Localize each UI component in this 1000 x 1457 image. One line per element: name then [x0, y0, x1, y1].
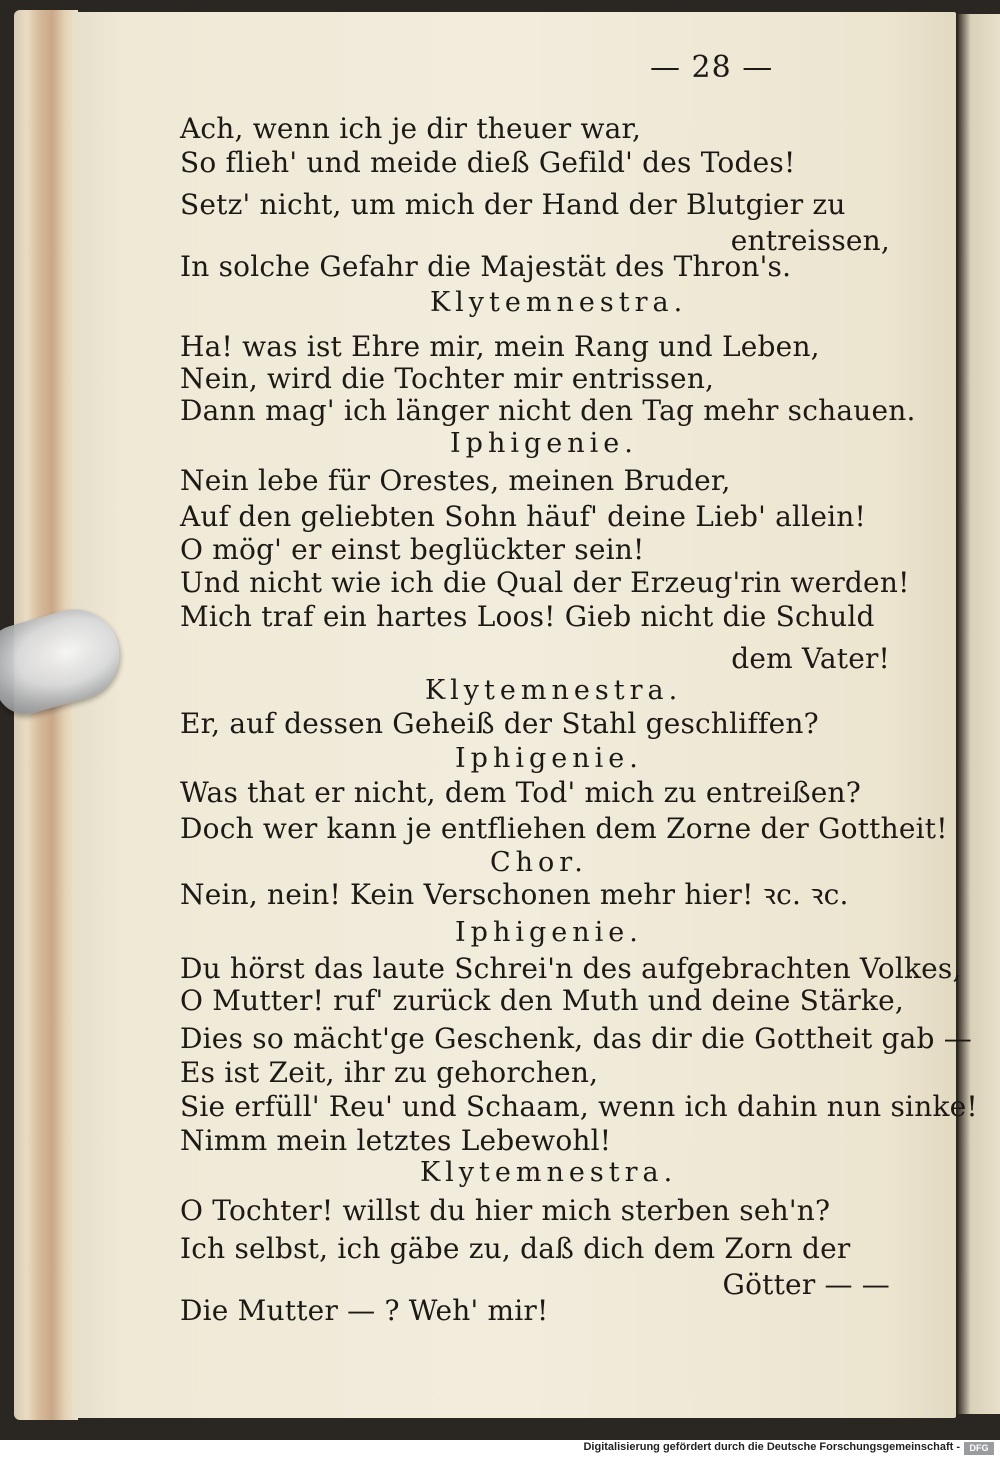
- verse-line: O Mutter! ruf' zurück den Muth und deine Stärke,: [180, 984, 905, 1017]
- verse-line: Ha! was ist Ehre mir, mein Rang und Leben,: [180, 330, 820, 363]
- digitization-footer: [0, 1440, 1000, 1457]
- verse-line: O mög' er einst beglückter sein!: [180, 533, 645, 566]
- verse-line: Und nicht wie ich die Qual der Erzeug'rin werden!: [180, 566, 910, 599]
- verse-line: Dann mag' ich länger nicht den Tag mehr schauen.: [180, 394, 916, 427]
- verse-line: Dies so mächt'ge Geschenk, das dir die Gottheit gab —: [180, 1022, 972, 1055]
- speaker-heading: Iphigenie.: [450, 428, 638, 459]
- verse-line: Setz' nicht, um mich der Hand der Blutgier zu: [180, 188, 846, 221]
- verse-line-continuation: Götter — —: [722, 1268, 890, 1301]
- verse-line: In solche Gefahr die Majestät des Thron's.: [180, 250, 792, 283]
- dfg-logo: DFG: [964, 1442, 994, 1455]
- verse-line: Nein lebe für Orestes, meinen Bruder,: [180, 464, 731, 497]
- page-stack-edge: [14, 10, 78, 1420]
- speaker-heading: Klytemnestra.: [420, 1157, 678, 1188]
- verse-line: Ach, wenn ich je dir theuer war,: [180, 112, 642, 145]
- verse-line-continuation: dem Vater!: [731, 642, 890, 675]
- speaker-heading: Iphigenie.: [455, 917, 643, 948]
- verse-line: O Tochter! willst du hier mich sterben seh'n?: [180, 1194, 831, 1227]
- verse-line: Nimm mein letztes Lebewohl!: [180, 1124, 612, 1157]
- speaker-heading: Klytemnestra.: [430, 287, 688, 318]
- verse-line: Es ist Zeit, ihr zu gehorchen,: [180, 1056, 599, 1089]
- facing-page-edge: [958, 14, 1000, 1414]
- verse-line: Auf den geliebten Sohn häuf' deine Lieb' allein!: [180, 500, 866, 533]
- page-number: — 28 —: [650, 50, 774, 85]
- verse-line-continuation: entreissen,: [730, 224, 890, 257]
- verse-line: Nein, wird die Tochter mir entrissen,: [180, 362, 715, 395]
- page-text: [180, 0, 978, 1400]
- footer-credit: Digitalisierung gefördert durch die Deutsche Forschungsgemeinschaft -: [583, 1441, 960, 1453]
- verse-line: Nein, nein! Kein Verschonen mehr hier! ꝛc. ꝛc.: [180, 878, 849, 911]
- verse-line: Sie erfüll' Reu' und Schaam, wenn ich dahin nun sinke!: [180, 1090, 978, 1123]
- verse-line: Doch wer kann je entfliehen dem Zorne der Gottheit!: [180, 812, 948, 845]
- speaker-heading: Klytemnestra.: [425, 675, 683, 706]
- verse-line: Mich traf ein hartes Loos! Gieb nicht die Schuld: [180, 600, 875, 633]
- verse-line: Er, auf dessen Geheiß der Stahl geschliffen?: [180, 707, 819, 740]
- verse-line: Die Mutter — ? Weh' mir!: [180, 1294, 549, 1327]
- verse-line: Was that er nicht, dem Tod' mich zu entreißen?: [180, 776, 861, 809]
- speaker-heading: Chor.: [490, 847, 588, 878]
- verse-line: So flieh' und meide dieß Gefild' des Todes!: [180, 146, 796, 179]
- verse-line: Du hörst das laute Schrei'n des aufgebrachten Volkes,: [180, 952, 962, 985]
- verse-line: Ich selbst, ich gäbe zu, daß dich dem Zorn der: [180, 1232, 851, 1265]
- speaker-heading: Iphigenie.: [455, 743, 643, 774]
